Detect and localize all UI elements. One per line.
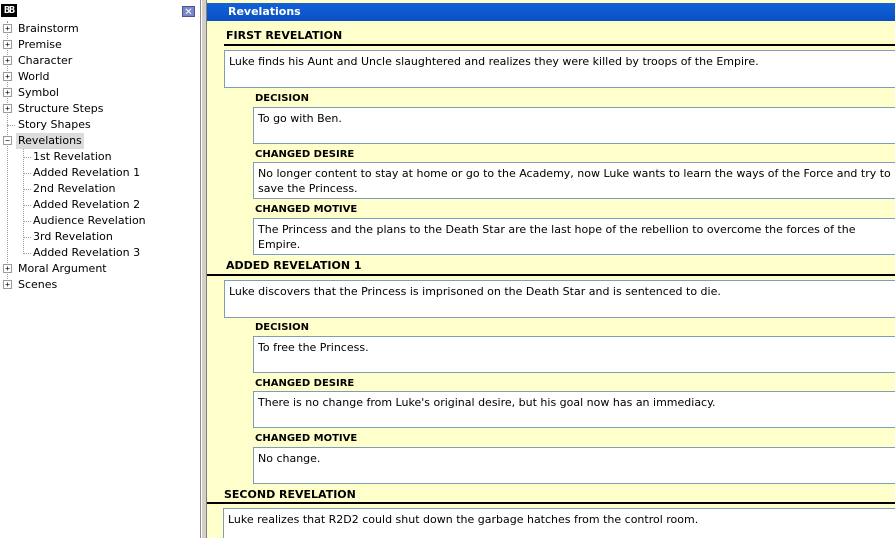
tree-item-label[interactable]: 2nd Revelation bbox=[33, 182, 116, 195]
changed-desire-label: CHANGED DESIRE bbox=[255, 378, 355, 389]
changed-desire-text-field[interactable]: There is no change from Luke's original desire, but his goal now has an immediacy. bbox=[253, 391, 895, 428]
expand-icon[interactable]: + bbox=[3, 88, 12, 97]
tree-item-label[interactable]: 3rd Revelation bbox=[33, 230, 113, 243]
expand-icon[interactable]: + bbox=[3, 24, 12, 33]
section-divider bbox=[207, 502, 895, 504]
tree-connector bbox=[7, 125, 15, 126]
tree-item-story-shapes[interactable] bbox=[0, 117, 200, 133]
tree-item-character[interactable] bbox=[0, 53, 200, 69]
tree-connector bbox=[23, 157, 31, 158]
tree-item-label[interactable]: Added Revelation 1 bbox=[33, 166, 141, 179]
tree-list bbox=[0, 21, 200, 293]
tree-item-audience-revelation[interactable] bbox=[0, 213, 200, 229]
tree-connector bbox=[23, 173, 31, 174]
tree-item-moral-argument[interactable] bbox=[0, 261, 200, 277]
section-title-added-revelation-1: ADDED REVELATION 1 bbox=[226, 259, 362, 272]
section-title-second-revelation: SECOND REVELATION bbox=[224, 488, 356, 501]
changed-desire-label: CHANGED DESIRE bbox=[255, 149, 355, 160]
tree-item-label[interactable]: Revelations bbox=[18, 134, 82, 147]
tree-item-label[interactable]: Structure Steps bbox=[18, 102, 104, 115]
changed-motive-label: CHANGED MOTIVE bbox=[255, 433, 358, 444]
tree-item-label[interactable]: Scenes bbox=[18, 278, 58, 291]
tree-item-label[interactable]: Added Revelation 3 bbox=[33, 246, 141, 259]
tree-item-label[interactable]: Character bbox=[18, 54, 73, 67]
changed-desire-text: No longer content to stay at home or go to the Academy, now Luke wants to learn the ways of the Force and try to save the Princess. bbox=[258, 167, 891, 195]
revelation-text-field[interactable]: Luke discovers that the Princess is imprisoned on the Death Star and is sentenced to die. bbox=[224, 280, 895, 318]
tree-item-scenes[interactable] bbox=[0, 277, 200, 293]
app-logo-icon: BB bbox=[1, 4, 17, 17]
close-icon[interactable]: ✕ bbox=[182, 6, 195, 17]
changed-motive-text-field[interactable]: No change. bbox=[253, 447, 895, 484]
tree-item-label[interactable]: Audience Revelation bbox=[33, 214, 146, 227]
decision-text-field[interactable]: To free the Princess. bbox=[253, 336, 895, 373]
section-divider bbox=[207, 274, 895, 276]
tree-item-added-revelation-1[interactable] bbox=[0, 165, 200, 181]
tree-item-label[interactable]: Symbol bbox=[18, 86, 59, 99]
revelation-text-field[interactable]: Luke finds his Aunt and Uncle slaughtered and realizes they were killed by troops of the Empire. bbox=[224, 50, 895, 88]
tree-connector bbox=[23, 205, 31, 206]
expand-icon[interactable]: + bbox=[3, 56, 12, 65]
changed-motive-label: CHANGED MOTIVE bbox=[255, 204, 358, 215]
changed-desire-text-field[interactable] bbox=[253, 162, 895, 199]
expand-icon[interactable]: + bbox=[3, 280, 12, 289]
tree-connector bbox=[23, 221, 31, 222]
tree-item-3rd-revelation[interactable] bbox=[0, 229, 200, 245]
tree-connector bbox=[23, 189, 31, 190]
tree-item-world[interactable] bbox=[0, 69, 200, 85]
tree-item-label[interactable]: Premise bbox=[18, 38, 62, 51]
tree-connector bbox=[23, 253, 31, 254]
tree-item-structure-steps[interactable] bbox=[0, 101, 200, 117]
collapse-icon[interactable]: − bbox=[3, 136, 12, 145]
revelation-text-field[interactable]: Luke realizes that R2D2 could shut down the garbage hatches from the control room. bbox=[223, 508, 895, 538]
tree-item-label[interactable]: World bbox=[18, 70, 50, 83]
tree-item-symbol[interactable] bbox=[0, 85, 200, 101]
decision-label: DECISION bbox=[255, 93, 309, 104]
page-title: Revelations bbox=[207, 3, 895, 21]
expand-icon[interactable]: + bbox=[3, 264, 12, 273]
tree-item-revelations[interactable] bbox=[0, 133, 200, 149]
tree-item-added-revelation-2[interactable] bbox=[0, 197, 200, 213]
expand-icon[interactable]: + bbox=[3, 40, 12, 49]
tree-toolbar bbox=[0, 0, 200, 19]
tree-item-added-revelation-3[interactable] bbox=[0, 245, 200, 261]
expand-icon[interactable]: + bbox=[3, 104, 12, 113]
tree-item-label[interactable]: Story Shapes bbox=[18, 118, 91, 131]
expand-icon[interactable]: + bbox=[3, 72, 12, 81]
section-divider bbox=[224, 44, 895, 46]
decision-label: DECISION bbox=[255, 322, 309, 333]
navigation-tree-panel bbox=[0, 0, 201, 538]
tree-item-2nd-revelation[interactable] bbox=[0, 181, 200, 197]
tree-item-label[interactable]: Added Revelation 2 bbox=[33, 198, 141, 211]
section-title-first-revelation: FIRST REVELATION bbox=[226, 29, 343, 42]
tree-item-label[interactable]: Brainstorm bbox=[18, 22, 79, 35]
tree-connector bbox=[23, 237, 31, 238]
tree-item-label[interactable]: 1st Revelation bbox=[33, 150, 112, 163]
tree-item-label[interactable]: Moral Argument bbox=[18, 262, 107, 275]
tree-item-1st-revelation[interactable] bbox=[0, 149, 200, 165]
changed-motive-text-field[interactable]: The Princess and the plans to the Death Star are the last hope of the rebellion to overcome the forces of the Empire. bbox=[253, 218, 895, 255]
tree-item-brainstorm[interactable] bbox=[0, 21, 200, 37]
tree-item-premise[interactable] bbox=[0, 37, 200, 53]
revelations-content-pane bbox=[207, 0, 895, 538]
decision-text-field[interactable]: To go with Ben. bbox=[253, 107, 895, 144]
